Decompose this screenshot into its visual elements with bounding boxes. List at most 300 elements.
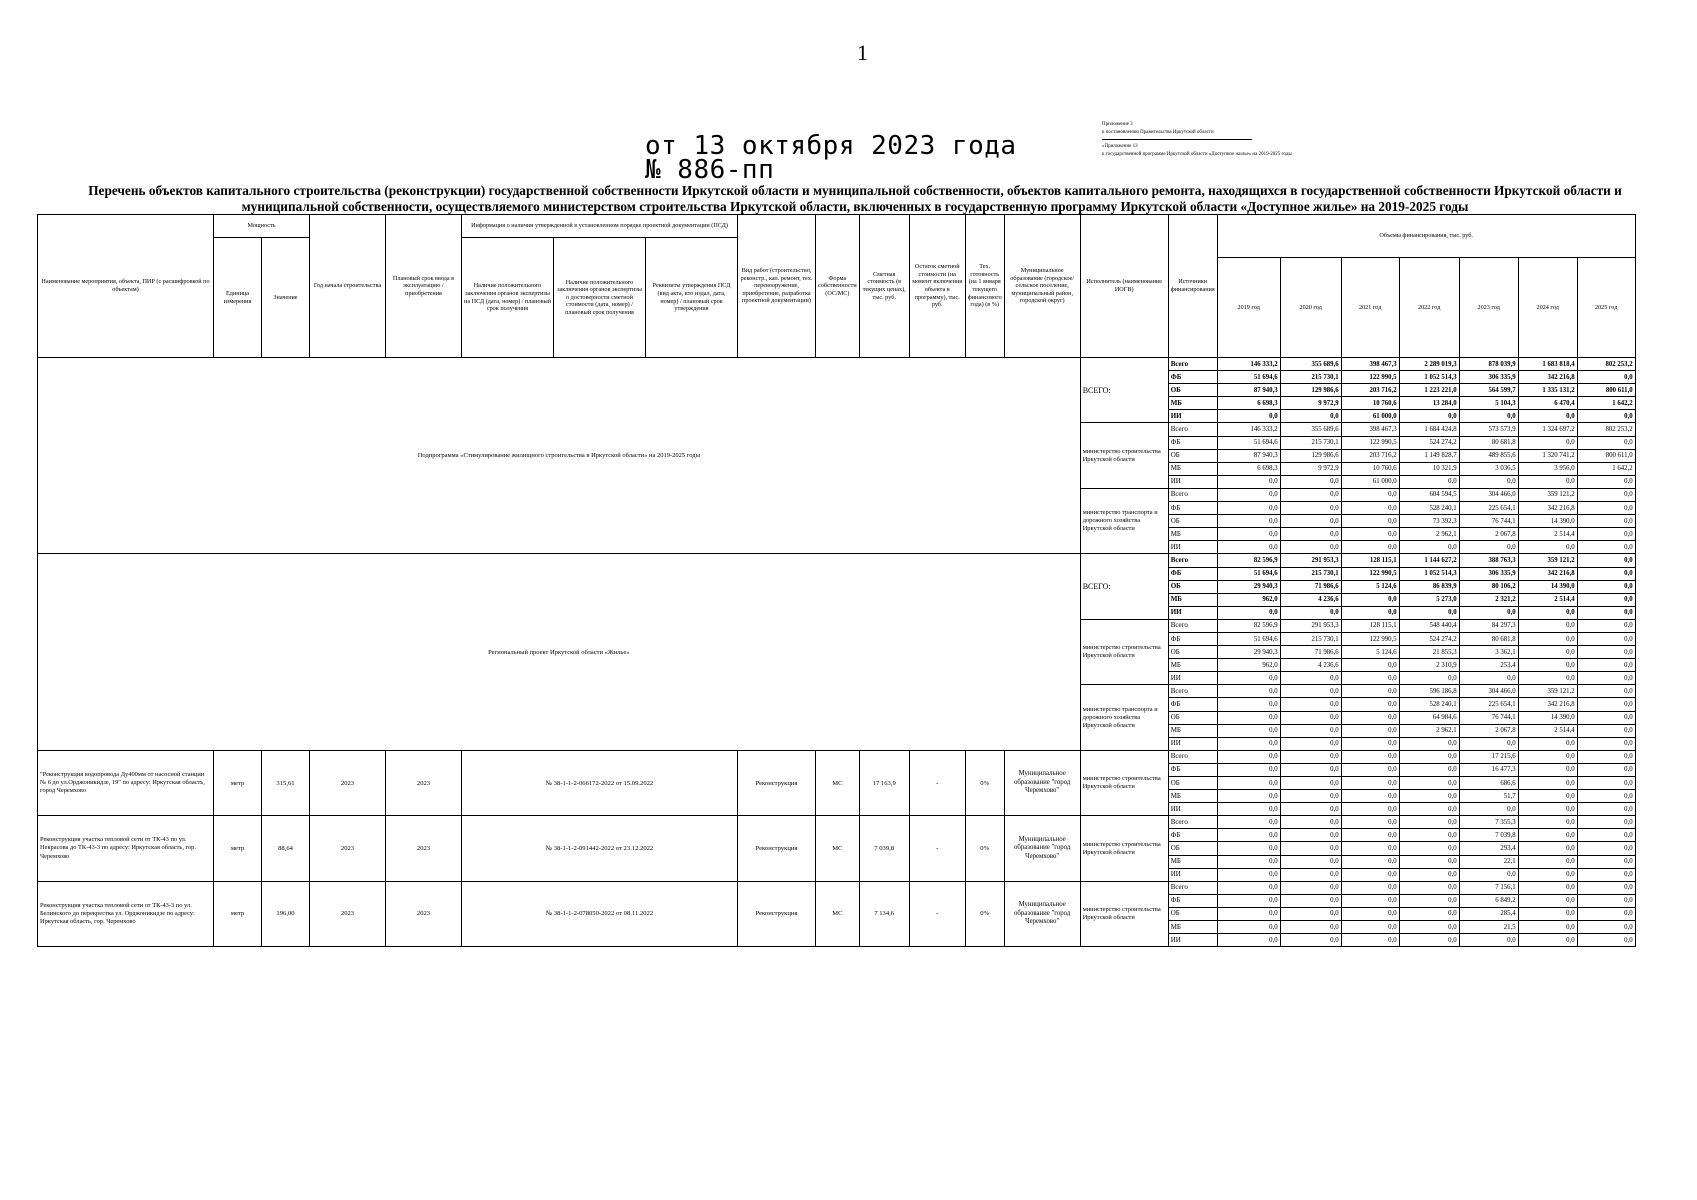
amount-cell: 61 000,0 xyxy=(1341,410,1399,423)
amount-cell: 0,0 xyxy=(1341,685,1399,698)
executor-cell: министерство строительства Иркутской области xyxy=(1080,619,1168,684)
amount-cell: 0,0 xyxy=(1399,894,1459,907)
amount-cell: 0,0 xyxy=(1217,515,1280,528)
header-year-2020: 2020 год xyxy=(1280,258,1341,358)
amount-cell: 0,0 xyxy=(1577,907,1635,920)
amount-cell: 3 956,0 xyxy=(1518,462,1577,475)
amount-cell: 1 320 741,2 xyxy=(1518,449,1577,462)
amount-cell: 51,7 xyxy=(1459,790,1518,803)
amount-cell: 0,0 xyxy=(1341,724,1399,737)
amount-cell: 0,0 xyxy=(1518,659,1577,672)
table-row xyxy=(38,554,1636,567)
amount-cell: 489 855,6 xyxy=(1459,449,1518,462)
amount-cell: 215 730,1 xyxy=(1280,632,1341,645)
header-psd-info: Информация о наличии утвержденной в установленном порядке проектной документации (ПСД) xyxy=(462,215,738,238)
amount-cell: 0,0 xyxy=(1518,619,1577,632)
amount-cell: 0,0 xyxy=(1280,855,1341,868)
amount-cell: 0,0 xyxy=(1518,842,1577,855)
amount-cell: 1 642,2 xyxy=(1577,397,1635,410)
amount-cell: 0,0 xyxy=(1459,541,1518,554)
amount-cell: 76 744,1 xyxy=(1459,515,1518,528)
executor-cell: министерство строительства Иркутской области xyxy=(1080,423,1168,488)
header-start-year: Год начала строительства xyxy=(310,215,386,358)
amount-cell: 9 972,9 xyxy=(1280,397,1341,410)
source-cell: ИИ xyxy=(1168,803,1217,816)
amount-cell: 0,0 xyxy=(1217,528,1280,541)
amount-cell: 7 355,3 xyxy=(1459,816,1518,829)
object-readiness: 0% xyxy=(965,881,1004,946)
source-cell: МБ xyxy=(1168,593,1217,606)
amount-cell: 0,0 xyxy=(1280,515,1341,528)
amount-cell: 6 698,3 xyxy=(1217,397,1280,410)
amount-cell: 2 514,4 xyxy=(1518,593,1577,606)
object-municipality: Муниципальное образование "город Черемхово" xyxy=(1004,816,1080,881)
amount-cell: 0,0 xyxy=(1341,868,1399,881)
amount-cell: 0,0 xyxy=(1217,907,1280,920)
executor-cell: министерство транспорта и дорожного хозяйства Иркутской области xyxy=(1080,685,1168,750)
amount-cell: 0,0 xyxy=(1217,475,1280,488)
executor-cell: министерство транспорта и дорожного хозяйства Иркутской области xyxy=(1080,488,1168,553)
source-cell: Всего xyxy=(1168,881,1217,894)
object-name: Реконструкция участка тепловой сети от ТК-43-3 по ул. Белинского до перекрестка ул. Орджоникидзе по адресу: Иркутская область, гор. Черемхово xyxy=(38,881,214,946)
amount-cell: 0,0 xyxy=(1341,528,1399,541)
source-cell: ОБ xyxy=(1168,384,1217,397)
amount-cell: 0,0 xyxy=(1399,855,1459,868)
amount-cell: 0,0 xyxy=(1577,502,1635,515)
amount-cell: 0,0 xyxy=(1217,763,1280,776)
header-remaining: Остаток сметной стоимости (на момент включения объекта в программу), тыс. руб. xyxy=(909,215,965,358)
amount-cell: 0,0 xyxy=(1280,881,1341,894)
amount-cell: 253,4 xyxy=(1459,659,1518,672)
document-title: Перечень объектов капитального строительства (реконструкции) государственной собственности Иркутской области и муниципальной собственности, объектов капитального ремонта, находящихся в государственной собственности Иркутской области и муниципальной собственности, осуществляемого министерством строительства Иркутской области, включенных в государственную программу Иркутской области «Доступное жилье» на 2019-2025 годы xyxy=(88,183,1622,214)
amount-cell: 0,0 xyxy=(1459,672,1518,685)
object-value: 196,00 xyxy=(262,881,310,946)
amount-cell: 0,0 xyxy=(1399,907,1459,920)
amount-cell: 564 599,7 xyxy=(1459,384,1518,397)
amount-cell: 76 744,1 xyxy=(1459,711,1518,724)
amount-cell: 0,0 xyxy=(1280,672,1341,685)
amount-cell: 0,0 xyxy=(1280,488,1341,501)
amount-cell: 6 470,4 xyxy=(1518,397,1577,410)
source-cell: МБ xyxy=(1168,397,1217,410)
amount-cell: 0,0 xyxy=(1341,855,1399,868)
object-municipality: Муниципальное образование "город Черемхово" xyxy=(1004,881,1080,946)
annex-line-4: к государственной программе Иркутской области «Доступное жилье» на 2019-2025 годы xyxy=(1102,152,1292,157)
amount-cell: 0,0 xyxy=(1341,894,1399,907)
amount-cell: 962,0 xyxy=(1217,659,1280,672)
amount-cell: 0,0 xyxy=(1280,724,1341,737)
amount-cell: 2 067,8 xyxy=(1459,724,1518,737)
amount-cell: 0,0 xyxy=(1341,777,1399,790)
amount-cell: 9 972,9 xyxy=(1280,462,1341,475)
amount-cell: 80 681,8 xyxy=(1459,632,1518,645)
amount-cell: 0,0 xyxy=(1577,488,1635,501)
source-cell: ИИ xyxy=(1168,475,1217,488)
amount-cell: 291 953,3 xyxy=(1280,554,1341,567)
amount-cell: 215 730,1 xyxy=(1280,436,1341,449)
amount-cell: 203 716,2 xyxy=(1341,449,1399,462)
amount-cell: 0,0 xyxy=(1518,632,1577,645)
table-row xyxy=(38,816,1636,829)
source-cell: ФБ xyxy=(1168,632,1217,645)
amount-cell: 10 321,9 xyxy=(1399,462,1459,475)
amount-cell: 596 186,8 xyxy=(1399,685,1459,698)
amount-cell: 2 514,4 xyxy=(1518,528,1577,541)
object-executor: министерство строительства Иркутской области xyxy=(1080,816,1168,881)
amount-cell: 14 390,0 xyxy=(1518,580,1577,593)
object-readiness: 0% xyxy=(965,816,1004,881)
amount-cell: 29 940,3 xyxy=(1217,646,1280,659)
source-cell: ОБ xyxy=(1168,711,1217,724)
amount-cell: 122 990,5 xyxy=(1341,632,1399,645)
amount-cell: 7 039,8 xyxy=(1459,829,1518,842)
amount-cell: 0,0 xyxy=(1518,868,1577,881)
object-ownership: МС xyxy=(816,750,860,815)
amount-cell: 0,0 xyxy=(1399,921,1459,934)
amount-cell: 122 990,5 xyxy=(1341,371,1399,384)
amount-cell: 0,0 xyxy=(1577,934,1635,947)
amount-cell: 0,0 xyxy=(1217,816,1280,829)
amount-cell: 0,0 xyxy=(1217,502,1280,515)
amount-cell: 686,6 xyxy=(1459,777,1518,790)
amount-cell: 398 467,3 xyxy=(1341,358,1399,371)
amount-cell: 359 121,2 xyxy=(1518,685,1577,698)
source-cell: МБ xyxy=(1168,724,1217,737)
amount-cell: 0,0 xyxy=(1217,790,1280,803)
amount-cell: 0,0 xyxy=(1280,410,1341,423)
amount-cell: 548 440,4 xyxy=(1399,619,1459,632)
amount-cell: 51 694,6 xyxy=(1217,371,1280,384)
amount-cell: 128 115,1 xyxy=(1341,554,1399,567)
amount-cell: 0,0 xyxy=(1577,763,1635,776)
header-planned: Плановый срок ввода в эксплуатацию / приобретения xyxy=(386,215,462,358)
amount-cell: 0,0 xyxy=(1518,894,1577,907)
source-cell: ОБ xyxy=(1168,842,1217,855)
amount-cell: 51 694,6 xyxy=(1217,567,1280,580)
amount-cell: 0,0 xyxy=(1341,541,1399,554)
amount-cell: 0,0 xyxy=(1399,737,1459,750)
amount-cell: 2 067,8 xyxy=(1459,528,1518,541)
amount-cell: 0,0 xyxy=(1399,934,1459,947)
annex-divider xyxy=(1102,139,1252,140)
source-cell: ИИ xyxy=(1168,737,1217,750)
amount-cell: 0,0 xyxy=(1217,934,1280,947)
amount-cell: 0,0 xyxy=(1518,855,1577,868)
object-value: 88,64 xyxy=(262,816,310,881)
amount-cell: 0,0 xyxy=(1577,475,1635,488)
section-label: Подпрограмма «Стимулирование жилищного строительства в Иркутской области» на 2019-2025 годы xyxy=(38,358,1081,554)
amount-cell: 5 273,0 xyxy=(1399,593,1459,606)
amount-cell: 0,0 xyxy=(1280,502,1341,515)
header-psd-expertise: Наличие положительного заключения органов экспертизы на ПСД (дата, номер) / плановый срок получения xyxy=(462,238,554,358)
amount-cell: 1 223 221,0 xyxy=(1399,384,1459,397)
amount-cell: 0,0 xyxy=(1217,410,1280,423)
amount-cell: 304 466,0 xyxy=(1459,488,1518,501)
amount-cell: 306 335,9 xyxy=(1459,567,1518,580)
amount-cell: 0,0 xyxy=(1577,632,1635,645)
amount-cell: 291 953,3 xyxy=(1280,619,1341,632)
amount-cell: 0,0 xyxy=(1280,475,1341,488)
object-ownership: МС xyxy=(816,881,860,946)
amount-cell: 0,0 xyxy=(1518,803,1577,816)
source-cell: ФБ xyxy=(1168,763,1217,776)
source-cell: МБ xyxy=(1168,855,1217,868)
amount-cell: 0,0 xyxy=(1280,816,1341,829)
source-cell: ИИ xyxy=(1168,410,1217,423)
amount-cell: 0,0 xyxy=(1577,724,1635,737)
amount-cell: 359 121,2 xyxy=(1518,554,1577,567)
source-cell: ФБ xyxy=(1168,894,1217,907)
object-unit: метр xyxy=(214,750,262,815)
amount-cell: 0,0 xyxy=(1217,777,1280,790)
amount-cell: 146 333,2 xyxy=(1217,358,1280,371)
object-executor: министерство строительства Иркутской области xyxy=(1080,881,1168,946)
amount-cell: 0,0 xyxy=(1577,580,1635,593)
amount-cell: 0,0 xyxy=(1280,606,1341,619)
amount-cell: 0,0 xyxy=(1577,554,1635,567)
amount-cell: 1 324 697,2 xyxy=(1518,423,1577,436)
object-remaining: - xyxy=(909,750,965,815)
header-unit: Единица измерения xyxy=(214,238,262,358)
amount-cell: 5 124,6 xyxy=(1341,646,1399,659)
header-value: Значение xyxy=(262,238,310,358)
amount-cell: 80 681,8 xyxy=(1459,436,1518,449)
amount-cell: 0,0 xyxy=(1399,750,1459,763)
source-cell: Всего xyxy=(1168,750,1217,763)
amount-cell: 129 986,6 xyxy=(1280,449,1341,462)
amount-cell: 0,0 xyxy=(1518,606,1577,619)
amount-cell: 82 596,9 xyxy=(1217,619,1280,632)
amount-cell: 0,0 xyxy=(1341,515,1399,528)
amount-cell: 225 654,1 xyxy=(1459,698,1518,711)
amount-cell: 0,0 xyxy=(1341,672,1399,685)
amount-cell: 0,0 xyxy=(1399,881,1459,894)
object-start-year: 2023 xyxy=(310,750,386,815)
amount-cell: 14 390,0 xyxy=(1518,515,1577,528)
object-estimate: 17 163,9 xyxy=(859,750,909,815)
table-row xyxy=(38,881,1636,894)
amount-cell: 0,0 xyxy=(1577,737,1635,750)
amount-cell: 0,0 xyxy=(1341,842,1399,855)
amount-cell: 962,0 xyxy=(1217,593,1280,606)
amount-cell: 528 240,1 xyxy=(1399,502,1459,515)
header-executor: Исполнитель (наименование ИОГВ) xyxy=(1080,215,1168,358)
object-work-type: Реконструкция xyxy=(738,816,816,881)
amount-cell: 0,0 xyxy=(1341,750,1399,763)
amount-cell: 0,0 xyxy=(1577,750,1635,763)
amount-cell: 0,0 xyxy=(1217,868,1280,881)
amount-cell: 0,0 xyxy=(1280,868,1341,881)
header-sources: Источники финансирования xyxy=(1168,215,1217,358)
amount-cell: 800 611,0 xyxy=(1577,384,1635,397)
amount-cell: 129 986,6 xyxy=(1280,384,1341,397)
source-cell: Всего xyxy=(1168,554,1217,567)
amount-cell: 342 216,8 xyxy=(1518,371,1577,384)
amount-cell: 0,0 xyxy=(1341,829,1399,842)
amount-cell: 0,0 xyxy=(1518,646,1577,659)
amount-cell: 0,0 xyxy=(1577,685,1635,698)
header-readiness: Тех. готовность (на 1 января текущего финансового года) (в %) xyxy=(965,215,1004,358)
amount-cell: 0,0 xyxy=(1518,907,1577,920)
object-planned-year: 2023 xyxy=(386,816,462,881)
header-municipality: Муниципальное образование (городское/сельское поселение, муниципальный район, городской округ) xyxy=(1004,215,1080,358)
source-cell: ОБ xyxy=(1168,777,1217,790)
amount-cell: 0,0 xyxy=(1280,894,1341,907)
object-unit: метр xyxy=(214,816,262,881)
amount-cell: 0,0 xyxy=(1341,488,1399,501)
object-planned-year: 2023 xyxy=(386,881,462,946)
amount-cell: 0,0 xyxy=(1217,803,1280,816)
amount-cell: 0,0 xyxy=(1341,606,1399,619)
object-name: "Реконструкция водопровода Ду400мм от насосной станции № 6 до ул.Орджоникидзе, 19" по адресу: Иркутская область, город Черемхово xyxy=(38,750,214,815)
amount-cell: 0,0 xyxy=(1577,619,1635,632)
amount-cell: 0,0 xyxy=(1518,921,1577,934)
amount-cell: 0,0 xyxy=(1518,672,1577,685)
header-year-2022: 2022 год xyxy=(1399,258,1459,358)
amount-cell: 342 216,8 xyxy=(1518,567,1577,580)
amount-cell: 0,0 xyxy=(1217,921,1280,934)
object-start-year: 2023 xyxy=(310,881,386,946)
amount-cell: 87 940,3 xyxy=(1217,449,1280,462)
amount-cell: 73 392,3 xyxy=(1399,515,1459,528)
amount-cell: 1 149 828,7 xyxy=(1399,449,1459,462)
source-cell: Всего xyxy=(1168,423,1217,436)
amount-cell: 0,0 xyxy=(1217,672,1280,685)
amount-cell: 0,0 xyxy=(1217,685,1280,698)
object-name: Реконструкция участка тепловой сети от ТК-43 по ул. Некрасова до ТК-43-3 по адресу: Иркутская область, гор. Черемхово xyxy=(38,816,214,881)
header-year-2019: 2019 год xyxy=(1217,258,1280,358)
amount-cell: 16 477,3 xyxy=(1459,763,1518,776)
amount-cell: 0,0 xyxy=(1280,829,1341,842)
table-row xyxy=(38,750,1636,763)
amount-cell: 87 940,3 xyxy=(1217,384,1280,397)
object-psd: № 38-1-1-2-066172-2022 от 15.09.2022 xyxy=(462,750,738,815)
amount-cell: 7 156,1 xyxy=(1459,881,1518,894)
amount-cell: 0,0 xyxy=(1399,790,1459,803)
amount-cell: 128 115,1 xyxy=(1341,619,1399,632)
amount-cell: 64 984,6 xyxy=(1399,711,1459,724)
amount-cell: 61 000,0 xyxy=(1341,475,1399,488)
amount-cell: 0,0 xyxy=(1217,894,1280,907)
amount-cell: 0,0 xyxy=(1341,907,1399,920)
amount-cell: 604 594,5 xyxy=(1399,488,1459,501)
amount-cell: 0,0 xyxy=(1399,475,1459,488)
amount-cell: 122 990,5 xyxy=(1341,436,1399,449)
source-cell: МБ xyxy=(1168,790,1217,803)
amount-cell: 82 596,9 xyxy=(1217,554,1280,567)
amount-cell: 0,0 xyxy=(1399,842,1459,855)
amount-cell: 0,0 xyxy=(1280,763,1341,776)
amount-cell: 355 689,6 xyxy=(1280,423,1341,436)
amount-cell: 0,0 xyxy=(1280,685,1341,698)
amount-cell: 2 321,2 xyxy=(1459,593,1518,606)
amount-cell: 0,0 xyxy=(1577,777,1635,790)
amount-cell: 0,0 xyxy=(1518,763,1577,776)
source-cell: МБ xyxy=(1168,921,1217,934)
annex-line-1: Приложение 3 xyxy=(1102,122,1133,127)
source-cell: ФБ xyxy=(1168,567,1217,580)
amount-cell: 0,0 xyxy=(1577,672,1635,685)
amount-cell: 285,4 xyxy=(1459,907,1518,920)
object-remaining: - xyxy=(909,881,965,946)
amount-cell: 146 333,2 xyxy=(1217,423,1280,436)
amount-cell: 0,0 xyxy=(1217,541,1280,554)
amount-cell: 528 240,1 xyxy=(1399,698,1459,711)
amount-cell: 0,0 xyxy=(1577,698,1635,711)
amount-cell: 304 466,0 xyxy=(1459,685,1518,698)
amount-cell: 0,0 xyxy=(1518,934,1577,947)
amount-cell: 215 730,1 xyxy=(1280,371,1341,384)
amount-cell: 0,0 xyxy=(1217,711,1280,724)
amount-cell: 84 297,3 xyxy=(1459,619,1518,632)
amount-cell: 0,0 xyxy=(1280,528,1341,541)
amount-cell: 800 611,0 xyxy=(1577,449,1635,462)
amount-cell: 1 335 131,2 xyxy=(1518,384,1577,397)
amount-cell: 122 990,5 xyxy=(1341,567,1399,580)
amount-cell: 0,0 xyxy=(1459,868,1518,881)
object-planned-year: 2023 xyxy=(386,750,462,815)
amount-cell: 0,0 xyxy=(1577,790,1635,803)
amount-cell: 0,0 xyxy=(1399,829,1459,842)
annex-line-3: «Приложение 13 xyxy=(1102,144,1138,149)
source-cell: ИИ xyxy=(1168,934,1217,947)
amount-cell: 2 514,4 xyxy=(1518,724,1577,737)
header-year-2024: 2024 год xyxy=(1518,258,1577,358)
amount-cell: 6 698,3 xyxy=(1217,462,1280,475)
amount-cell: 17 215,6 xyxy=(1459,750,1518,763)
section-label: Региональный проект Иркутской области «Жилье» xyxy=(38,554,1081,750)
source-cell: ОБ xyxy=(1168,580,1217,593)
amount-cell: 0,0 xyxy=(1459,475,1518,488)
source-cell: ОБ xyxy=(1168,515,1217,528)
amount-cell: 0,0 xyxy=(1518,829,1577,842)
amount-cell: 0,0 xyxy=(1459,410,1518,423)
amount-cell: 0,0 xyxy=(1341,711,1399,724)
amount-cell: 524 274,2 xyxy=(1399,632,1459,645)
amount-cell: 0,0 xyxy=(1399,763,1459,776)
amount-cell: 0,0 xyxy=(1518,790,1577,803)
amount-cell: 0,0 xyxy=(1399,541,1459,554)
amount-cell: 524 274,2 xyxy=(1399,436,1459,449)
object-psd: № 38-1-1-2-091442-2022 от 23.12.2022 xyxy=(462,816,738,881)
object-ownership: МС xyxy=(816,816,860,881)
source-cell: МБ xyxy=(1168,528,1217,541)
amount-cell: 2 289 019,3 xyxy=(1399,358,1459,371)
amount-cell: 0,0 xyxy=(1577,606,1635,619)
amount-cell: 0,0 xyxy=(1459,934,1518,947)
amount-cell: 0,0 xyxy=(1341,803,1399,816)
amount-cell: 0,0 xyxy=(1577,803,1635,816)
source-cell: ИИ xyxy=(1168,868,1217,881)
amount-cell: 0,0 xyxy=(1577,816,1635,829)
amount-cell: 0,0 xyxy=(1217,842,1280,855)
object-readiness: 0% xyxy=(965,750,1004,815)
source-cell: Всего xyxy=(1168,488,1217,501)
header-estimate: Сметная стоимость (в текущих ценах), тыс. руб. xyxy=(859,215,909,358)
table-row xyxy=(38,358,1636,371)
amount-cell: 86 839,9 xyxy=(1399,580,1459,593)
amount-cell: 0,0 xyxy=(1217,698,1280,711)
amount-cell: 0,0 xyxy=(1217,724,1280,737)
amount-cell: 0,0 xyxy=(1217,855,1280,868)
amount-cell: 225 654,1 xyxy=(1459,502,1518,515)
amount-cell: 0,0 xyxy=(1577,659,1635,672)
amount-cell: 21 855,3 xyxy=(1399,646,1459,659)
decree-stamp xyxy=(645,131,1017,185)
source-cell: ФБ xyxy=(1168,829,1217,842)
amount-cell: 0,0 xyxy=(1280,934,1341,947)
amount-cell: 0,0 xyxy=(1518,816,1577,829)
